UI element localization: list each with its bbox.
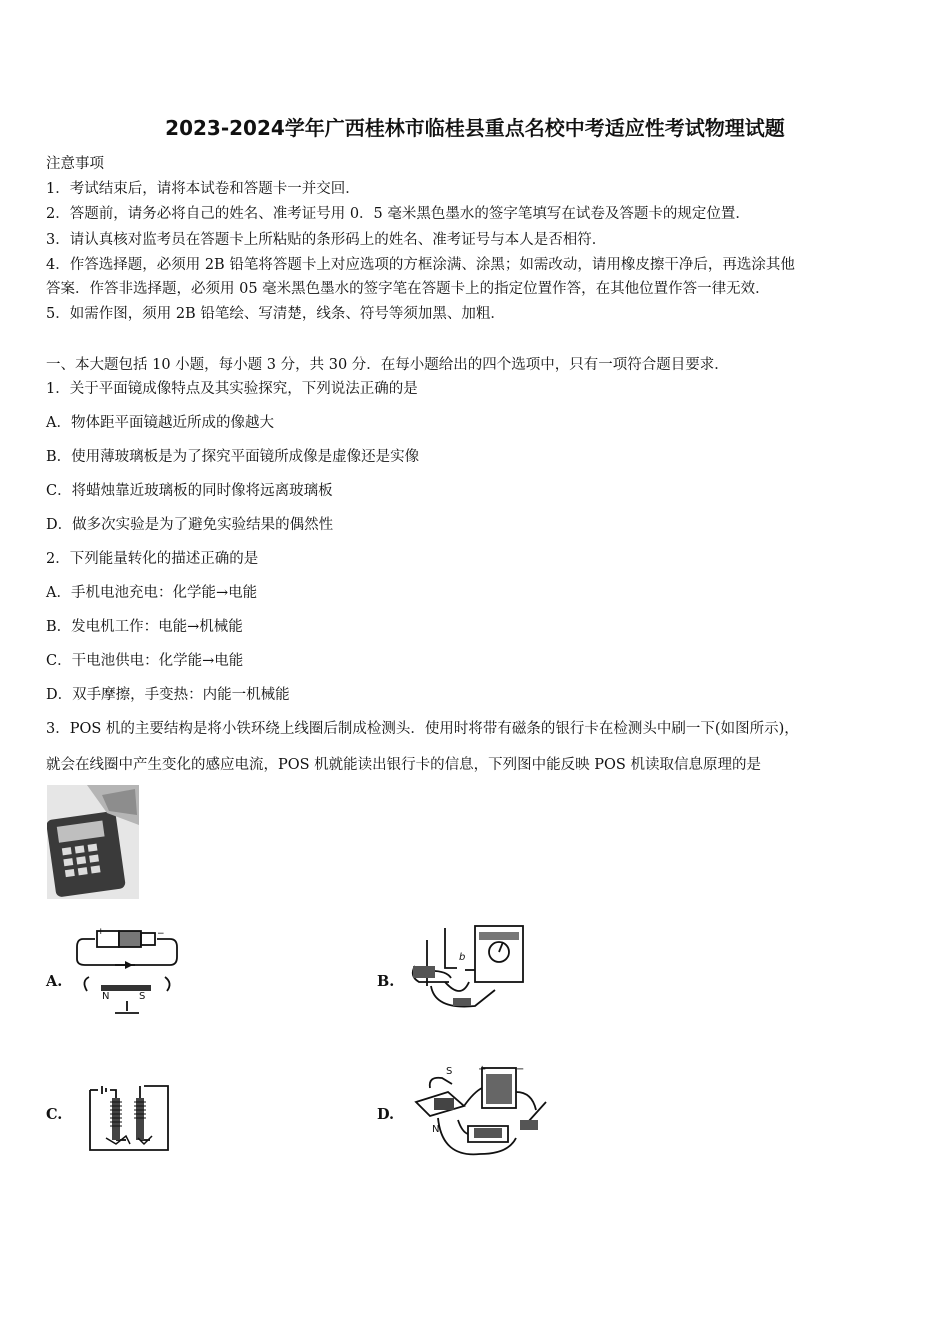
figure-c-electromagnets [80, 1078, 172, 1156]
svg-text:+: + [97, 927, 105, 937]
svg-text:−: − [157, 929, 165, 939]
q3-option-b-label: B. [377, 973, 395, 990]
figure-d-plus-label: + [478, 1064, 487, 1075]
notice-item: 2．答题前，请务必将自己的姓名、准考证号用 0．5 毫米黑色墨水的签字笔填写在试卷及答题卡的规定位置． [46, 206, 750, 222]
q2-option-c: C．干电池供电：化学能→电能 [46, 653, 244, 669]
notice-item: 5．如需作图，须用 2B 铅笔绘、写清楚，线条、符号等须加黑、加粗． [46, 306, 505, 322]
notice-item: 4．作答选择题，必须用 2B 铅笔将答题卡上对应选项的方框涂满、涂黑；如需改动，请用橡皮擦干净后，再选涂其他 [46, 257, 795, 273]
q1-option-b: B．使用薄玻璃板是为了探究平面镜所成像是虚像还是实像 [46, 449, 420, 465]
q3-stem-line2: 就会在线圈中产生变化的感应电流，POS 机就能读出银行卡的信息，下列图中能反映 POS 机读取信息原理的是 [46, 757, 761, 773]
page-title: 2023-2024学年广西桂林市临桂县重点名校中考适应性考试物理试题 [165, 116, 785, 140]
q2-stem: 2．下列能量转化的描述正确的是 [46, 551, 259, 567]
figure-d-n-label: N [432, 1124, 440, 1135]
figure-d-s-label: S [446, 1066, 453, 1077]
q1-option-c: C．将蜡烛靠近玻璃板的同时像将远离玻璃板 [46, 483, 333, 499]
figure-d-motor-circuit [408, 1062, 553, 1162]
q3-stem-line1: 3．POS 机的主要结构是将小铁环绕上线圈后制成检测头．使用时将带有磁条的银行卡在检测头中刷一下(如图所示)， [46, 721, 799, 737]
figure-a-compass-circuit [75, 925, 185, 1017]
notice-heading: 注意事项 [46, 156, 104, 172]
q1-option-d: D．做多次实验是为了避免实验结果的偶然性 [46, 517, 334, 533]
figure-b-galvanometer-circuit [405, 920, 530, 1020]
q2-option-d: D．双手摩擦，手变热：内能一机械能 [46, 687, 290, 703]
q3-option-d-label: D. [377, 1106, 395, 1123]
figure-d-minus-label: − [516, 1064, 525, 1075]
figure-a-n-label: N [102, 991, 110, 1002]
q1-stem: 1．关于平面镜成像特点及其实验探究，下列说法正确的是 [46, 381, 418, 397]
q1-option-a: A．物体距平面镜越近所成的像越大 [46, 415, 274, 431]
pos-machine-figure [47, 785, 139, 899]
q3-option-a-label: A. [46, 973, 63, 990]
figure-a-s-label: S [139, 991, 146, 1002]
notice-item: 答案．作答非选择题，必须用 05 毫米黑色墨水的签字笔在答题卡上的指定位置作答，在其他位置作答一律无效． [46, 281, 770, 297]
notice-item: 1．考试结束后，请将本试卷和答题卡一并交回． [46, 181, 360, 197]
notice-item: 3．请认真核对监考员在答题卡上所粘贴的条形码上的姓名、准考证号与本人是否相符． [46, 232, 607, 248]
figure-b-b-label: b [459, 952, 466, 963]
q2-option-a: A．手机电池充电：化学能→电能 [46, 585, 258, 601]
q2-option-b: B．发电机工作：电能→机械能 [46, 619, 243, 635]
q3-option-c-label: C. [46, 1106, 63, 1123]
section-heading: 一、本大题包括 10 小题，每小题 3 分，共 30 分．在每小题给出的四个选项中，只有一项符合题目要求． [46, 357, 729, 373]
